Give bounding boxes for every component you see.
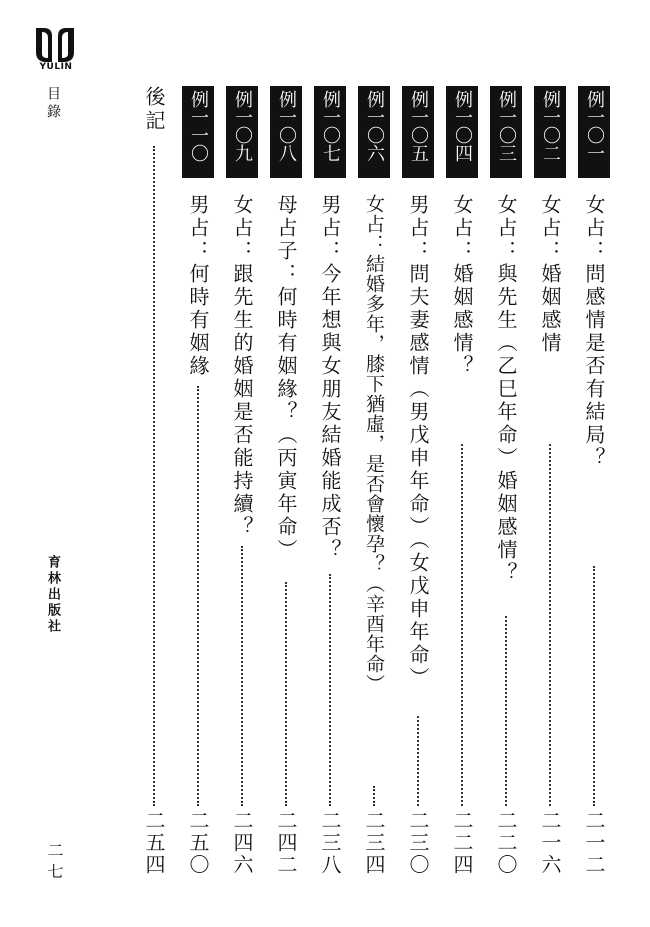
entry-title: 男占：問夫妻感情（男戊申年命）（女戊申年命）	[406, 194, 430, 690]
toc-entry[interactable]	[578, 86, 610, 876]
leader-dots	[329, 574, 331, 806]
entry-title: 男占：何時有姻緣	[186, 194, 210, 378]
leader-dots	[593, 566, 595, 806]
leader-dots	[285, 582, 287, 806]
entry-title: 女占：跟先生的婚姻是否能持續？	[230, 194, 254, 539]
entry-page: 二二〇	[494, 810, 518, 876]
leader-dots	[241, 546, 243, 806]
entry-page: 二三〇	[406, 810, 430, 876]
toc-entry[interactable]	[490, 86, 522, 876]
entry-badge: 例一〇四	[446, 86, 478, 178]
entry-badge: 例一〇三	[490, 86, 522, 178]
toc-entry[interactable]	[226, 86, 258, 876]
entry-title: 女占：婚姻感情？	[450, 194, 474, 378]
leader-dots	[417, 716, 419, 806]
leader-dots	[153, 146, 155, 806]
toc-entry[interactable]	[182, 86, 214, 876]
entry-title: 女占：結婚多年，膝下猶虛，是否會懷孕？（辛酉年命）	[363, 194, 385, 694]
toc-entry[interactable]	[446, 86, 478, 876]
entry-page: 二二四	[450, 810, 474, 876]
table-of-contents	[130, 86, 610, 876]
entry-badge: 例一〇九	[226, 86, 258, 178]
leader-dots	[373, 786, 375, 806]
toc-entry[interactable]	[402, 86, 434, 876]
entry-page: 二四六	[230, 810, 254, 876]
entry-badge: 例一〇五	[402, 86, 434, 178]
leader-dots	[461, 444, 463, 806]
entry-badge: 例一〇八	[270, 86, 302, 178]
section-label: 目錄	[45, 86, 61, 122]
toc-entry-afterword[interactable]	[138, 86, 170, 876]
entry-badge: 例一〇七	[314, 86, 346, 178]
logo-wordmark: YULIN	[39, 62, 73, 72]
leader-dots	[549, 444, 551, 806]
afterword-label: 後記	[142, 86, 166, 134]
entry-badge: 例一〇二	[534, 86, 566, 178]
leader-dots	[197, 386, 199, 806]
toc-entry[interactable]	[358, 86, 390, 876]
entry-title: 女占：婚姻感情	[538, 194, 562, 355]
entry-title: 女占：問感情是否有結局？	[582, 194, 606, 470]
toc-entry[interactable]	[270, 86, 302, 876]
entry-badge: 例一一〇	[182, 86, 214, 178]
entry-title: 男占：今年想與女朋友結婚能成否？	[318, 194, 342, 562]
entry-page: 二一二	[582, 810, 606, 876]
entry-page: 二一六	[538, 810, 562, 876]
entry-title: 母占子：何時有姻緣？（丙寅年命）	[274, 194, 298, 562]
entry-title: 女占：與先生（乙巳年命）婚姻感情？	[494, 194, 518, 585]
page-number: 二七	[45, 842, 64, 884]
toc-entry[interactable]	[314, 86, 346, 876]
entry-page: 二四二	[274, 810, 298, 876]
leader-dots	[505, 616, 507, 806]
entry-page: 二三四	[362, 810, 386, 876]
entry-page: 二五〇	[186, 810, 210, 876]
book-logo-icon	[32, 26, 78, 64]
publisher-name: 育林出版社	[45, 555, 60, 635]
entry-badge: 例一〇六	[358, 86, 390, 178]
toc-entry[interactable]	[534, 86, 566, 876]
entry-page: 二三八	[318, 810, 342, 876]
entry-badge: 例一〇一	[578, 86, 610, 178]
entry-page: 二五四	[142, 810, 166, 876]
